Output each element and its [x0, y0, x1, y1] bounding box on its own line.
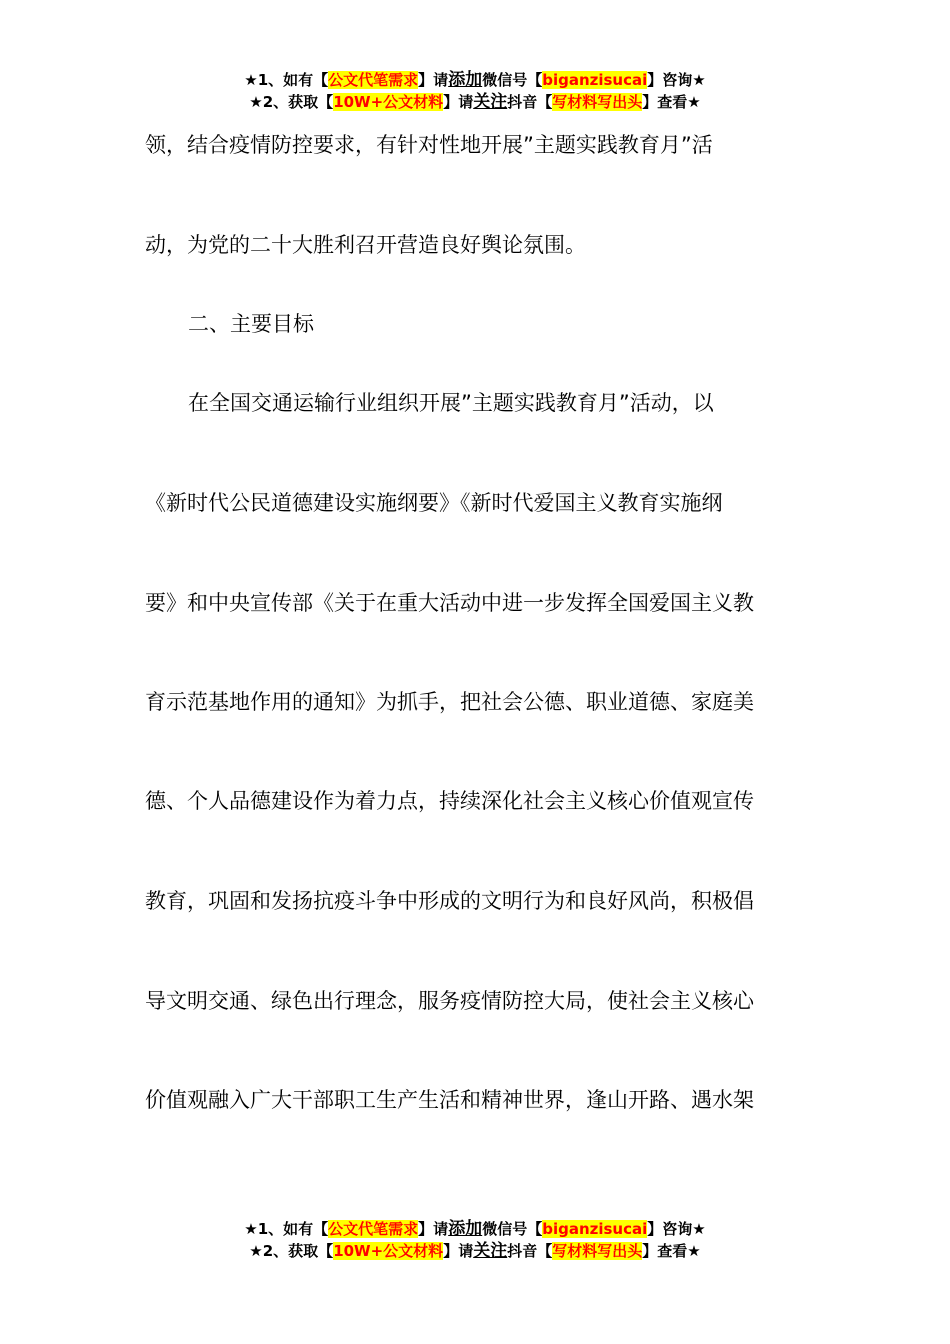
banner-text: 抖音【: [507, 1242, 553, 1260]
banner-highlight: 10W+公文材料: [333, 1242, 444, 1260]
banner-text: 】请: [418, 1220, 449, 1238]
banner-line-1: [0, 69, 950, 91]
banner-text: 】请: [443, 1242, 474, 1260]
banner-line-2: [0, 1240, 950, 1262]
section-heading: 二、主要目标: [188, 312, 314, 336]
banner-highlight: 写材料写出头: [552, 1242, 643, 1260]
banner-line-1: [0, 1218, 950, 1240]
banner-text: ★1、如有【: [244, 1220, 329, 1238]
banner-highlight: biganzisucai: [542, 71, 648, 89]
banner-text: 】查看★: [642, 1242, 701, 1260]
banner-emphasis: 添加: [448, 1219, 483, 1239]
banner-text: ★2、获取【: [249, 1242, 334, 1260]
banner-text: 抖音【: [507, 93, 553, 111]
body-line: 价值观融入广大干部职工生产生活和精神世界，逢山开路、遇水架: [145, 1088, 754, 1112]
banner-highlight: 公文代笔需求: [328, 1220, 419, 1238]
body-line: 要》和中央宣传部《关于在重大活动中进一步发挥全国爱国主义教: [145, 591, 754, 615]
banner-text: 微信号【: [482, 71, 543, 89]
banner-text: ★2、获取【: [249, 93, 334, 111]
banner-text: 】查看★: [642, 93, 701, 111]
banner-emphasis: 添加: [448, 70, 483, 90]
banner-emphasis: 关注: [473, 1241, 508, 1261]
banner-text: ★1、如有【: [244, 71, 329, 89]
banner-text: 】咨询★: [647, 1220, 706, 1238]
banner-text: 】请: [443, 93, 474, 111]
banner-highlight: 写材料写出头: [552, 93, 643, 111]
banner-highlight: 公文代笔需求: [328, 71, 419, 89]
body-line: 德、个人品德建设作为着力点，持续深化社会主义核心价值观宣传: [145, 789, 754, 813]
banner-text: 】请: [418, 71, 449, 89]
banner-text: 微信号【: [482, 1220, 543, 1238]
header-banner: [0, 69, 950, 113]
body-line: 领，结合疫情防控要求，有针对性地开展”主题实践教育月”活: [145, 133, 713, 157]
body-line: 教育，巩固和发扬抗疫斗争中形成的文明行为和良好风尚，积极倡: [145, 889, 754, 913]
body-line: 动，为党的二十大胜利召开营造良好舆论氛围。: [145, 233, 586, 257]
banner-highlight: 10W+公文材料: [333, 93, 444, 111]
body-line: 育示范基地作用的通知》为抓手，把社会公德、职业道德、家庭美: [145, 690, 754, 714]
body-line: 导文明交通、绿色出行理念，服务疫情防控大局，使社会主义核心: [145, 989, 754, 1013]
footer-banner: [0, 1218, 950, 1262]
banner-emphasis: 关注: [473, 92, 508, 112]
body-line: 《新时代公民道德建设实施纲要》《新时代爱国主义教育实施纲: [145, 491, 723, 515]
body-line: 在全国交通运输行业组织开展”主题实践教育月”活动，以: [188, 391, 714, 415]
banner-highlight: biganzisucai: [542, 1220, 648, 1238]
banner-text: 】咨询★: [647, 71, 706, 89]
banner-line-2: [0, 91, 950, 113]
